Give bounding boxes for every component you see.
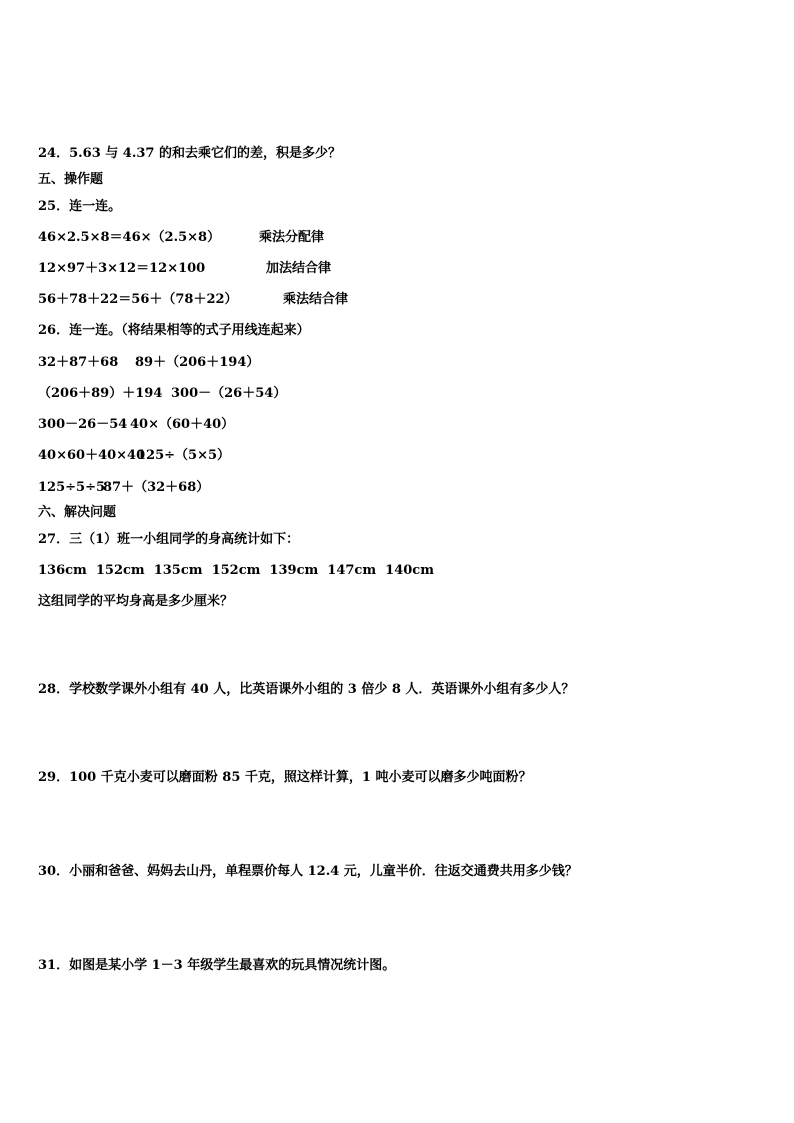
section-5-heading: 五、操作题: [38, 172, 104, 187]
q26-right-5: 87＋（32＋68）: [103, 480, 210, 495]
q25-law-2: 加法结合律: [266, 261, 332, 276]
q26-left-3: 300－26－54: [38, 417, 128, 432]
q27-height-data: 136cm 152cm 135cm 152cm 139cm 147cm 140cm: [38, 563, 434, 578]
q26-left-5: 125÷5÷5: [38, 480, 106, 495]
question-27-title: 27．三（1）班一小组同学的身高统计如下：: [38, 532, 300, 547]
question-24: 24．5.63 与 4.37 的和去乘它们的差，积是多少？: [38, 146, 341, 161]
q26-left-2: （206＋89）＋194: [38, 386, 163, 401]
question-31: 31．如图是某小学 1－3 年级学生最喜欢的玩具情况统计图。: [38, 958, 396, 973]
question-26-title: 26．连一连。（将结果相等的式子用线连起来）: [38, 323, 310, 338]
q26-right-2: 300－（26＋54）: [171, 386, 287, 401]
q26-left-1: 32＋87＋68: [38, 355, 119, 370]
q25-law-3: 乘法结合律: [283, 292, 349, 307]
q25-expression-3: 56＋78＋22＝56＋（78＋22）: [38, 292, 238, 307]
question-30: 30．小丽和爸爸、妈妈去山丹，单程票价每人 12.4 元，儿童半价．往返交通费共用多少钱？: [38, 864, 578, 879]
q26-right-3: 40×（60＋40）: [130, 417, 235, 432]
q25-expression-1: 46×2.5×8＝46×（2.5×8）: [38, 230, 221, 245]
q27-question: 这组同学的平均身高是多少厘米？: [38, 594, 234, 609]
q26-right-4: 125÷（5×5）: [137, 448, 231, 463]
question-29: 29．100 千克小麦可以磨面粉 85 千克，照这样计算，1 吨小麦可以磨多少吨面粉？: [38, 770, 532, 785]
q26-left-4: 40×60＋40×40: [38, 448, 146, 463]
q25-expression-2: 12×97＋3×12＝12×100: [38, 261, 206, 276]
question-25-title: 25．连一连。: [38, 199, 122, 214]
question-28: 28．学校数学课外小组有 40 人，比英语课外小组的 3 倍少 8 人．英语课外小组有多少人？: [38, 682, 575, 697]
q26-right-1: 89＋（206＋194）: [135, 355, 260, 370]
q25-law-1: 乘法分配律: [259, 230, 325, 245]
section-6-heading: 六、解决问题: [38, 505, 117, 520]
